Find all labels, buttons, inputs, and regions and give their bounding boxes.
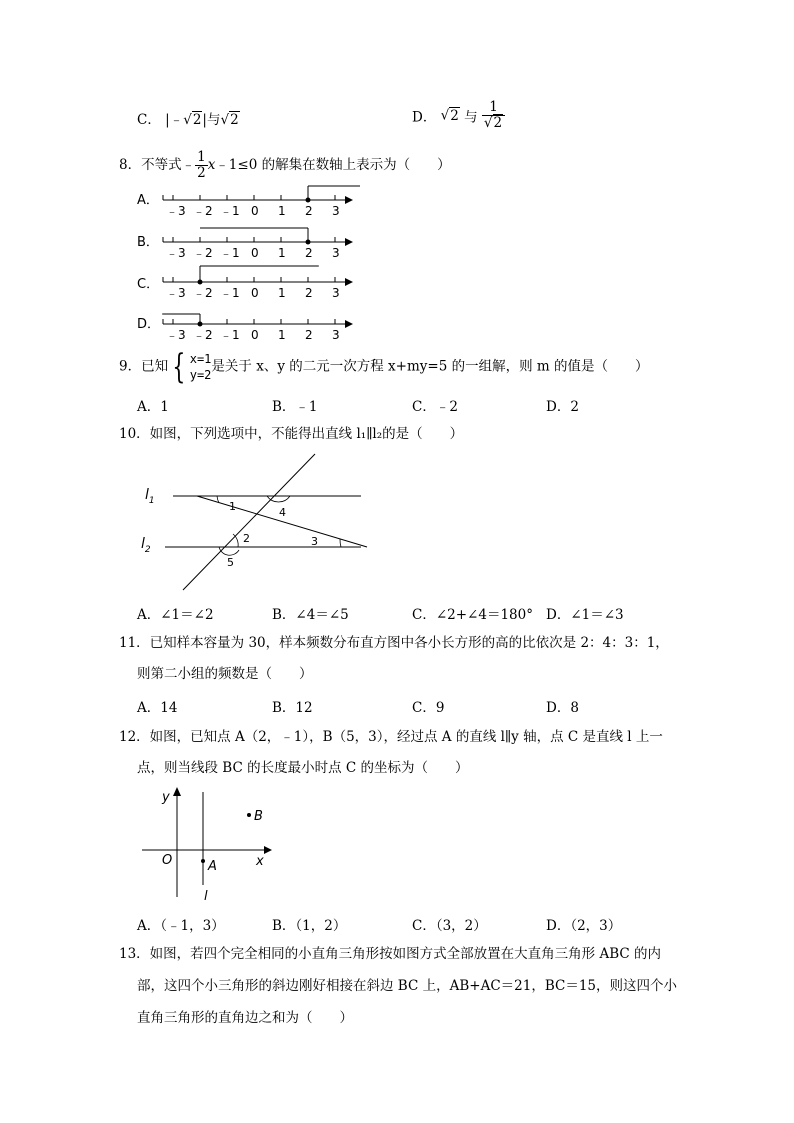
tick-label: 0 <box>251 286 259 300</box>
q11-option-a[interactable]: A．14 <box>137 700 178 716</box>
tick-label: ﹣3 <box>166 328 186 342</box>
origin-label: O <box>162 853 173 868</box>
q13-stem-line2: 部，这四个小三角形的斜边刚好相接在斜边 BC 上，AB+AC＝21，BC＝15，则这四个小 <box>137 978 677 994</box>
q9-stem: 9．已知 { x=1 y=2 是关于 x、y 的二元一次方程 x+my=5 的一组解，则 m 的值是（ ） <box>119 347 649 387</box>
y-label: y <box>162 790 170 805</box>
q8-option-a-label[interactable]: A． <box>137 193 159 208</box>
b-label: B <box>254 809 263 824</box>
tick-label: 3 <box>332 328 340 342</box>
tick-label: 2 <box>305 204 313 218</box>
q10-option-c[interactable]: C．∠2+∠4＝180° <box>412 607 533 623</box>
number-line-arrow <box>345 320 353 328</box>
angle-5-label: 5 <box>227 556 234 569</box>
fraction: $\frac{1}{2}$ <box>197 149 206 181</box>
tick-label: 0 <box>251 246 259 260</box>
tick-label: 3 <box>332 246 340 260</box>
tick-label: 1 <box>278 328 286 342</box>
angle-3-label: 3 <box>311 535 318 548</box>
q12-option-d[interactable]: D．（2，3） <box>546 918 622 934</box>
q9-option-a[interactable]: A．1 <box>137 399 169 415</box>
y-axis-arrow <box>173 787 181 796</box>
tick-label: 1 <box>278 286 286 300</box>
angle-2-label: 2 <box>243 532 250 545</box>
q12-coordinate-figure <box>135 782 285 907</box>
q11-option-d[interactable]: D．8 <box>546 700 579 716</box>
l-label: l <box>204 889 208 904</box>
fraction: $\frac{1}{√2}$ <box>482 100 505 131</box>
tick-label: ﹣1 <box>220 204 240 218</box>
label-l1: $l_1$ <box>145 487 155 506</box>
x-axis-arrow <box>264 846 272 854</box>
tick-label: 1 <box>278 246 286 260</box>
tick-label: 3 <box>332 204 340 218</box>
x-label: x <box>256 854 264 869</box>
q7-option-c[interactable]: C． |﹣√2|与√2 <box>137 112 239 128</box>
q9-option-c[interactable]: C．﹣2 <box>412 399 458 415</box>
tick-label: ﹣3 <box>166 246 186 260</box>
q9-option-d[interactable]: D．2 <box>546 399 579 415</box>
a-label: A <box>208 859 217 874</box>
angle-1-label: 1 <box>229 500 236 513</box>
slant-line <box>197 496 367 547</box>
tick-label: ﹣3 <box>166 204 186 218</box>
tick-label: 3 <box>332 286 340 300</box>
tick-label: ﹣2 <box>193 328 213 342</box>
angle-4-arc <box>267 496 290 502</box>
q10-option-b[interactable]: B．∠4＝∠5 <box>272 607 349 623</box>
tick-label: ﹣1 <box>220 246 240 260</box>
point-b <box>247 813 251 817</box>
q11-option-b[interactable]: B．12 <box>272 700 313 716</box>
number-line-arrow <box>345 278 353 286</box>
q8-option-c-label[interactable]: C． <box>137 277 160 292</box>
q10-stem: 10．如图，下列选项中，不能得出直线 l₁∥l₂的是（ ） <box>119 426 464 442</box>
q8-stem: 8．不等式﹣ $\frac{1}{2}$ x﹣1≤0 的解集在数轴上表示为（ ） <box>119 149 451 181</box>
tick-label: 0 <box>251 328 259 342</box>
q12-option-a[interactable]: A．（﹣1，3） <box>137 918 225 934</box>
q13-stem-line3: 直角三角形的直角边之和为（ ） <box>137 1010 353 1026</box>
tick-label: ﹣2 <box>193 246 213 260</box>
label-l2: $l_2$ <box>141 536 151 555</box>
angle-3-arc <box>340 539 341 547</box>
q10-figure <box>135 450 385 600</box>
tick-label: ﹣1 <box>220 286 240 300</box>
angle-4-label: 4 <box>279 506 286 519</box>
q9-option-b[interactable]: B．﹣1 <box>272 399 318 415</box>
tick-label: 0 <box>251 204 259 218</box>
q11-stem-line2: 则第二小组的频数是（ ） <box>137 666 313 682</box>
q8-number-lines <box>130 182 370 347</box>
q12-stem-line1: 12．如图，已知点 A（2，﹣1），B（5，3），经过点 A 的直线 l∥y 轴，点 C 是直线 l 上一 <box>119 729 663 745</box>
q7-option-d[interactable]: D． √2 与 $\frac{1}{√2}$ <box>412 100 505 131</box>
transversal-line <box>183 454 315 590</box>
tick-label: 1 <box>278 204 286 218</box>
tick-label: ﹣3 <box>166 286 186 300</box>
tick-label: 2 <box>305 286 313 300</box>
q11-stem-line1: 11．已知样本容量为 30，样本频数分布直方图中各小长方形的高的比依次是 2：4：3：1， <box>119 635 669 651</box>
point-a <box>201 859 205 863</box>
tick-label: ﹣2 <box>193 204 213 218</box>
q8-option-b-label[interactable]: B． <box>137 235 159 250</box>
number-line-arrow <box>345 196 353 204</box>
tick-label: 2 <box>305 328 313 342</box>
number-line-arrow <box>345 238 353 246</box>
q13-stem-line1: 13．如图，若四个完全相同的小直角三角形按如图方式全部放置在大直角三角形 ABC 的内 <box>119 946 662 962</box>
q12-stem-line2: 点，则当线段 BC 的长度最小时点 C 的坐标为（ ） <box>137 760 469 776</box>
q10-option-a[interactable]: A．∠1＝∠2 <box>137 607 214 623</box>
q12-option-c[interactable]: C．（3，2） <box>412 918 487 934</box>
q10-option-d[interactable]: D．∠1＝∠3 <box>546 607 624 623</box>
q12-option-b[interactable]: B．（1，2） <box>272 918 347 934</box>
angle-5-arc <box>219 547 239 555</box>
q8-option-d-label[interactable]: D． <box>137 317 161 332</box>
q11-option-c[interactable]: C．9 <box>412 700 445 716</box>
tick-label: 2 <box>305 246 313 260</box>
tick-label: ﹣2 <box>193 286 213 300</box>
tick-label: ﹣1 <box>220 328 240 342</box>
